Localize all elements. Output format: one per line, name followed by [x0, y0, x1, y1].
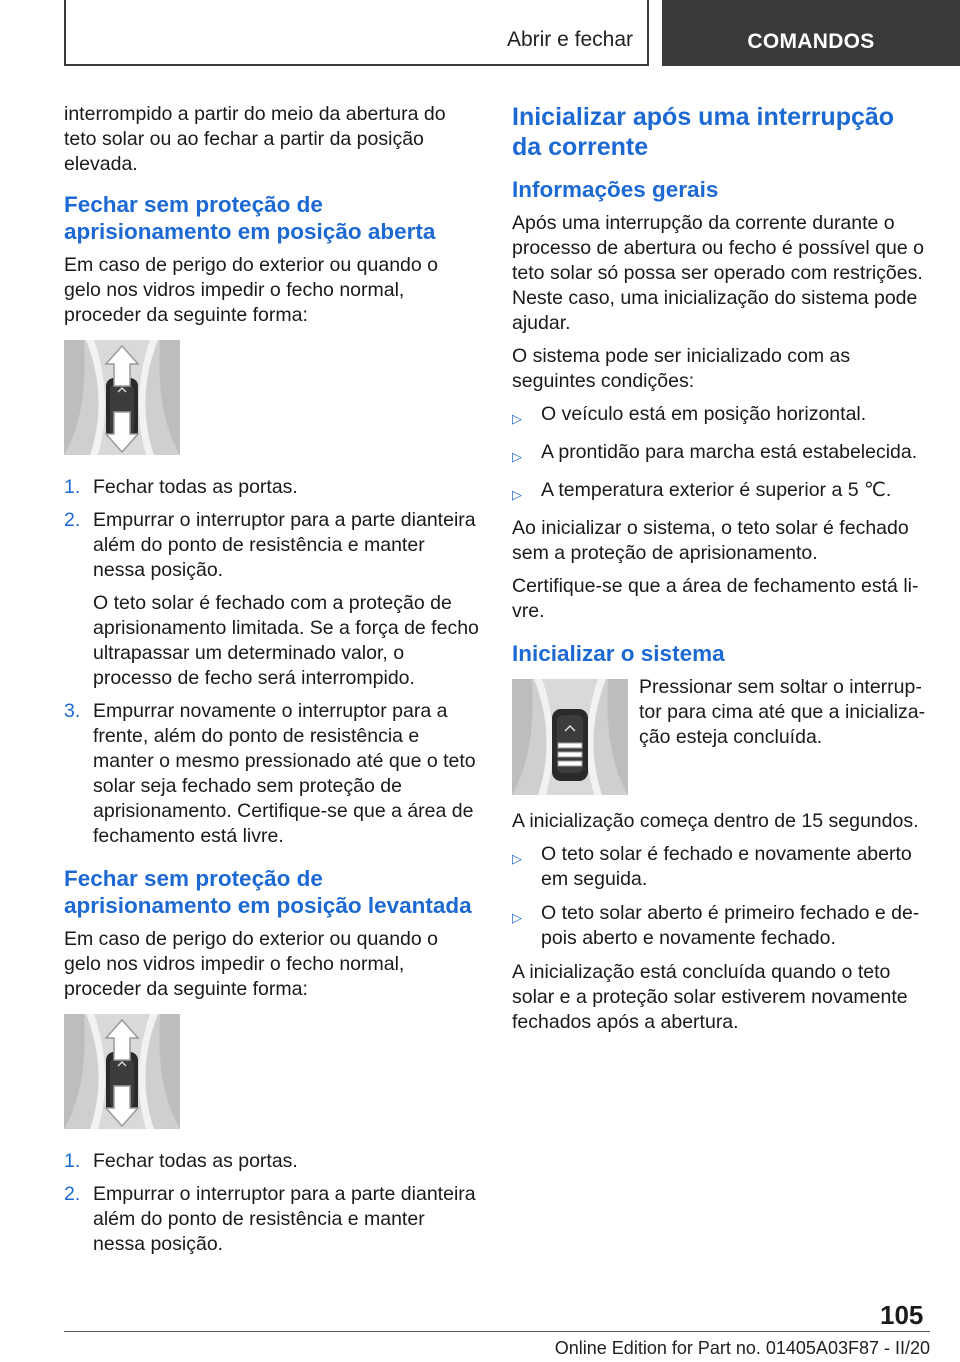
- right-column: [512, 102, 930, 1043]
- step-text: Empurrar o interruptor para a parte dianteira além do ponto de resistência e manter nessa posição.: [93, 509, 476, 581]
- sunroof-switch-push-forward-illustration: [64, 340, 180, 455]
- step-text: Fechar todas as portas.: [93, 1150, 298, 1172]
- conditions-list: [512, 402, 930, 507]
- step-text: Empurrar novamente o interruptor para a frente, além do ponto de resistência e manter o mesmo pressionado até que o teto solar seja fechado sem proteção de aprisionamento. Certifique-se que a área de fechamento está livre.: [93, 700, 476, 847]
- subsection-title-init-system: Inicializar o sistema: [512, 641, 725, 666]
- step-text: Fechar todas as portas.: [93, 476, 298, 498]
- list-item: [512, 478, 930, 507]
- sunroof-switch-press-up-illustration: [512, 679, 628, 795]
- list-item: [64, 1149, 480, 1174]
- triangle-right-icon: ▷: [512, 487, 522, 502]
- init-paragraph-2: A inicialização está concluída quando o teto solar e a proteção solar estiverem novamente fechados após a abertura.: [512, 961, 908, 1033]
- page-number: 105: [880, 1300, 924, 1330]
- list-item: [512, 901, 930, 951]
- bullet-text: O teto solar é fechado e novamente aberto em seguida.: [541, 843, 912, 890]
- header-section-box: [64, 0, 649, 66]
- subsection-title-general-info: Informações gerais: [512, 177, 719, 202]
- steps-list-open-position: [64, 475, 480, 849]
- condition-text: A prontidão para marcha está estabelecida.: [541, 441, 918, 463]
- list-item: [64, 475, 480, 500]
- init-bullets-list: [512, 842, 930, 951]
- footer-edition: Online Edition for Part no. 01405A03F87 - II/20: [554, 1338, 930, 1358]
- intro-paragraph: interrompido a partir do meio da abertura do teto solar ou ao fechar a partir da posição elevada.: [64, 103, 446, 175]
- list-item: [512, 402, 930, 431]
- section-body-open-position: Em caso de perigo do exterior ou quando o gelo nos vidros impedir o fecho normal, proceder da seguinte forma:: [64, 254, 438, 326]
- step-note: O teto solar é fechado com a proteção de aprisionamento limitada. Se a força de fecho ultrapassar um determinado valor, o processo de fecho será interrompido.: [93, 592, 479, 689]
- triangle-right-icon: ▷: [512, 910, 522, 925]
- step-number: 1.: [64, 476, 81, 498]
- step-number: 3.: [64, 700, 81, 722]
- init-instruction: Pressionar sem soltar o interruptor para cima até que a inicialização esteja concluída.: [639, 676, 926, 748]
- footer-divider: [64, 1331, 930, 1332]
- step-number: 2.: [64, 509, 81, 531]
- condition-text: O veículo está em posição horizontal.: [541, 403, 867, 425]
- sunroof-switch-push-forward-illustration-2: [64, 1014, 180, 1129]
- general-info-paragraph-2: O sistema pode ser inicializado com as seguintes condições:: [512, 345, 851, 392]
- init-figure-row: [512, 675, 930, 795]
- section-title-raised-position: Fechar sem proteção de aprisionamento em posição levantada: [64, 866, 472, 918]
- condition-text: A temperatura exterior é superior a 5 ℃.: [541, 479, 892, 501]
- list-item: [64, 699, 480, 849]
- triangle-right-icon: ▷: [512, 851, 522, 866]
- list-item: [512, 842, 930, 892]
- general-info-paragraph-3: Ao inicializar o sistema, o teto solar é fechado sem a proteção de aprisionamento.: [512, 517, 909, 564]
- list-item: [64, 508, 480, 691]
- step-number: 2.: [64, 1183, 81, 1205]
- step-number: 1.: [64, 1150, 81, 1172]
- general-info-paragraph-4: Certifique-se que a área de fechamento está livre.: [512, 575, 919, 622]
- general-info-paragraph-1: Após uma interrupção da corrente durante o processo de abertura ou fecho é possível que o teto solar só possa ser operado com restrições. Neste caso, uma inicialização do sistema pode ajudar.: [512, 212, 924, 334]
- header-chapter-title: COMANDOS: [747, 30, 875, 53]
- section-body-raised-position: Em caso de perigo do exterior ou quando o gelo nos vidros impedir o fecho normal, proceder da seguinte forma:: [64, 928, 438, 1000]
- list-item: [64, 1182, 480, 1257]
- triangle-right-icon: ▷: [512, 411, 522, 426]
- section-title-init-after-power: Inicializar após uma interrupção da corrente: [512, 103, 895, 161]
- bullet-text: O teto solar aberto é primeiro fechado e depois aberto e novamente fechado.: [541, 902, 920, 949]
- section-title-open-position: Fechar sem proteção de aprisionamento em posição aberta: [64, 192, 436, 244]
- steps-list-raised-position: [64, 1149, 480, 1257]
- triangle-right-icon: ▷: [512, 449, 522, 464]
- init-paragraph-1: A inicialização começa dentro de 15 segundos.: [512, 810, 919, 832]
- left-column: [64, 102, 480, 1265]
- list-item: [512, 440, 930, 469]
- header-chapter-box: [662, 0, 960, 66]
- header-section-title: Abrir e fechar: [506, 28, 633, 51]
- step-text: Empurrar o interruptor para a parte dianteira além do ponto de resistência e manter nessa posição.: [93, 1183, 476, 1255]
